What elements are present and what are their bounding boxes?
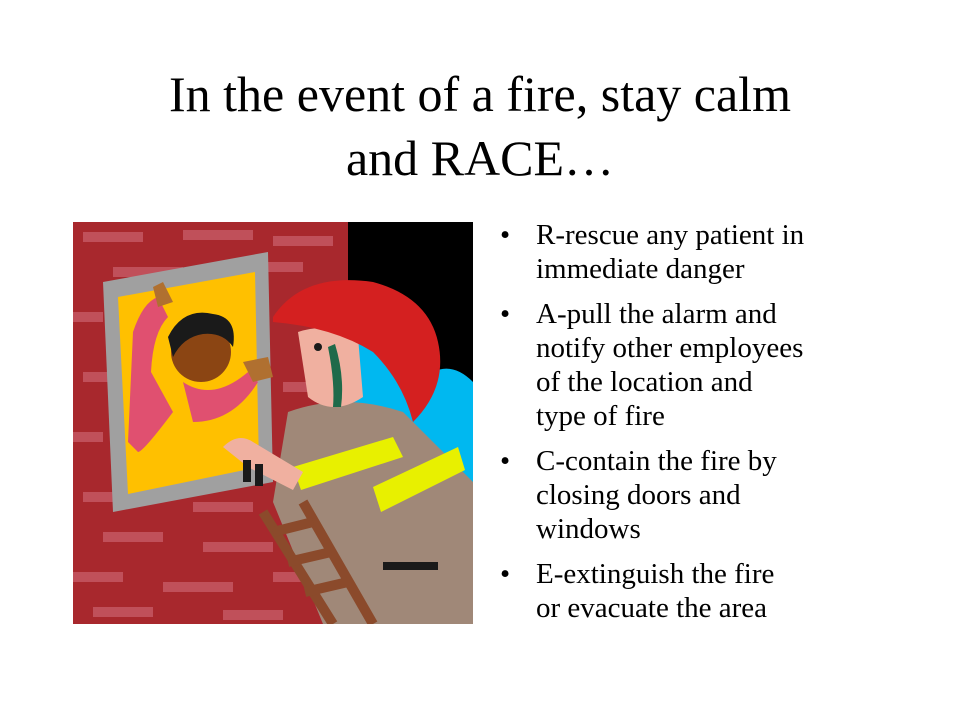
bullet-marker: •: [500, 445, 511, 477]
slide-title: [40, 62, 920, 190]
title-line-1: In the event of a fire, stay calm: [169, 66, 791, 122]
bullet-extinguish: • E-extinguish the fire or evacuate the area: [500, 558, 775, 624]
bullet-contain: • C-contain the fire by closing doors and windows: [500, 445, 777, 545]
bullet-marker: •: [500, 558, 511, 590]
firefighter-eye: [314, 343, 322, 351]
race-bullet-list: [496, 218, 936, 636]
bullet-rescue: • R-rescue any patient in immediate danger: [500, 219, 805, 285]
bullet-marker: •: [500, 219, 511, 251]
bullet-marker: •: [500, 298, 511, 330]
firefighter-rescue-illustration: [73, 222, 473, 624]
bullet-alarm: • A-pull the alarm and notify other employees of the location and type of fire: [500, 298, 804, 432]
coat-pocket-line: [383, 562, 438, 570]
title-line-2: and RACE…: [345, 130, 615, 186]
